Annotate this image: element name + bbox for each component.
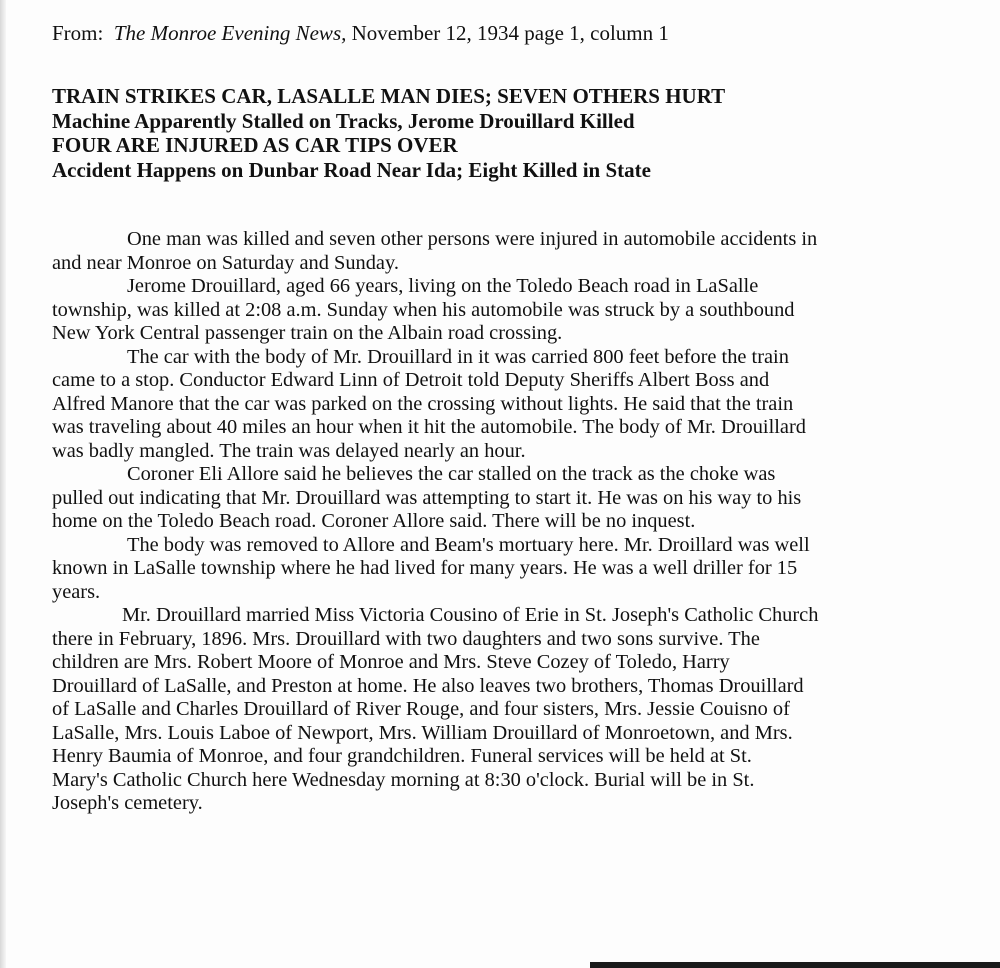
scan-shadow — [590, 962, 1000, 968]
body-line: The car with the body of Mr. Drouillard in it was carried 800 feet before the train — [127, 345, 789, 368]
scan-edge — [0, 0, 6, 968]
body-line: years. — [52, 580, 101, 603]
body-line: came to a stop. Conductor Edward Linn of Detroit told Deputy Sheriffs Albert Boss and — [52, 369, 770, 391]
source-prefix: From: — [52, 21, 104, 45]
article-body — [52, 228, 982, 816]
body-line: children are Mrs. Robert Moore of Monroe and Mrs. Steve Cozey of Toledo, Harry — [52, 651, 730, 673]
body-line: Jerome Drouillard, aged 66 years, living on the Toledo Beach road in LaSalle — [127, 275, 759, 297]
body-line: was badly mangled. The train was delayed nearly an hour. — [52, 439, 526, 462]
body-line: Coroner Eli Allore said he believes the car stalled on the track as the choke was — [127, 463, 776, 485]
headlines-block — [52, 84, 725, 182]
body-line: Alfred Manore that the car was parked on the crossing without lights. He said that the train — [52, 392, 794, 415]
body-line: Drouillard of LaSalle, and Preston at home. He also leaves two brothers, Thomas Drouillard — [52, 674, 804, 697]
source-citation — [52, 20, 669, 46]
body-line: was traveling about 40 miles an hour when it hit the automobile. The body of Mr. Drouillard — [52, 416, 806, 438]
body-line: LaSalle, Mrs. Louis Laboe of Newport, Mrs. William Drouillard of Monroetown, and Mrs. — [52, 721, 793, 744]
body-line: township, was killed at 2:08 a.m. Sunday when his automobile was struck by a southbound — [52, 298, 795, 321]
body-line: New York Central passenger train on the Albain road crossing. — [52, 322, 563, 344]
body-line: of LaSalle and Charles Drouillard of River Rouge, and four sisters, Mrs. Jessie Couisno of — [52, 698, 790, 720]
source-date: November 12, 1934 page 1, column 1 — [351, 21, 669, 45]
source-publication: The Monroe Evening News, — [113, 21, 347, 45]
body-line: home on the Toledo Beach road. Coroner Allore said. There will be no inquest. — [52, 510, 696, 532]
body-line: Joseph's cemetery. — [52, 792, 203, 814]
body-line: Mary's Catholic Church here Wednesday morning at 8:30 o'clock. Burial will be in St. — [52, 768, 755, 791]
body-line: One man was killed and seven other persons were injured in automobile accidents in — [127, 228, 818, 250]
body-line: pulled out indicating that Mr. Drouillard was attempting to start it. He was on his way to his — [52, 486, 802, 509]
body-line: known in LaSalle township where he had lived for many years. He was a well driller for 15 — [52, 557, 798, 579]
body-line: and near Monroe on Saturday and Sunday. — [52, 251, 399, 274]
body-line: Henry Baumia of Monroe, and four grandchildren. Funeral services will be held at St. — [52, 745, 752, 767]
headline-sub-2: FOUR ARE INJURED AS CAR TIPS OVER — [52, 133, 458, 157]
headline-sub-3: Accident Happens on Dunbar Road Near Ida; Eight Killed in State — [52, 157, 651, 182]
body-line: there in February, 1896. Mrs. Drouillard with two daughters and two sons survive. The — [52, 627, 760, 650]
body-line: Mr. Drouillard married Miss Victoria Cousino of Erie in St. Joseph's Catholic Church — [122, 604, 819, 626]
headline-sub-1: Machine Apparently Stalled on Tracks, Jerome Drouillard Killed — [52, 108, 635, 133]
headline-main: TRAIN STRIKES CAR, LASALLE MAN DIES; SEVEN OTHERS HURT — [52, 84, 726, 108]
body-line: The body was removed to Allore and Beam's mortuary here. Mr. Droillard was well — [127, 533, 810, 556]
